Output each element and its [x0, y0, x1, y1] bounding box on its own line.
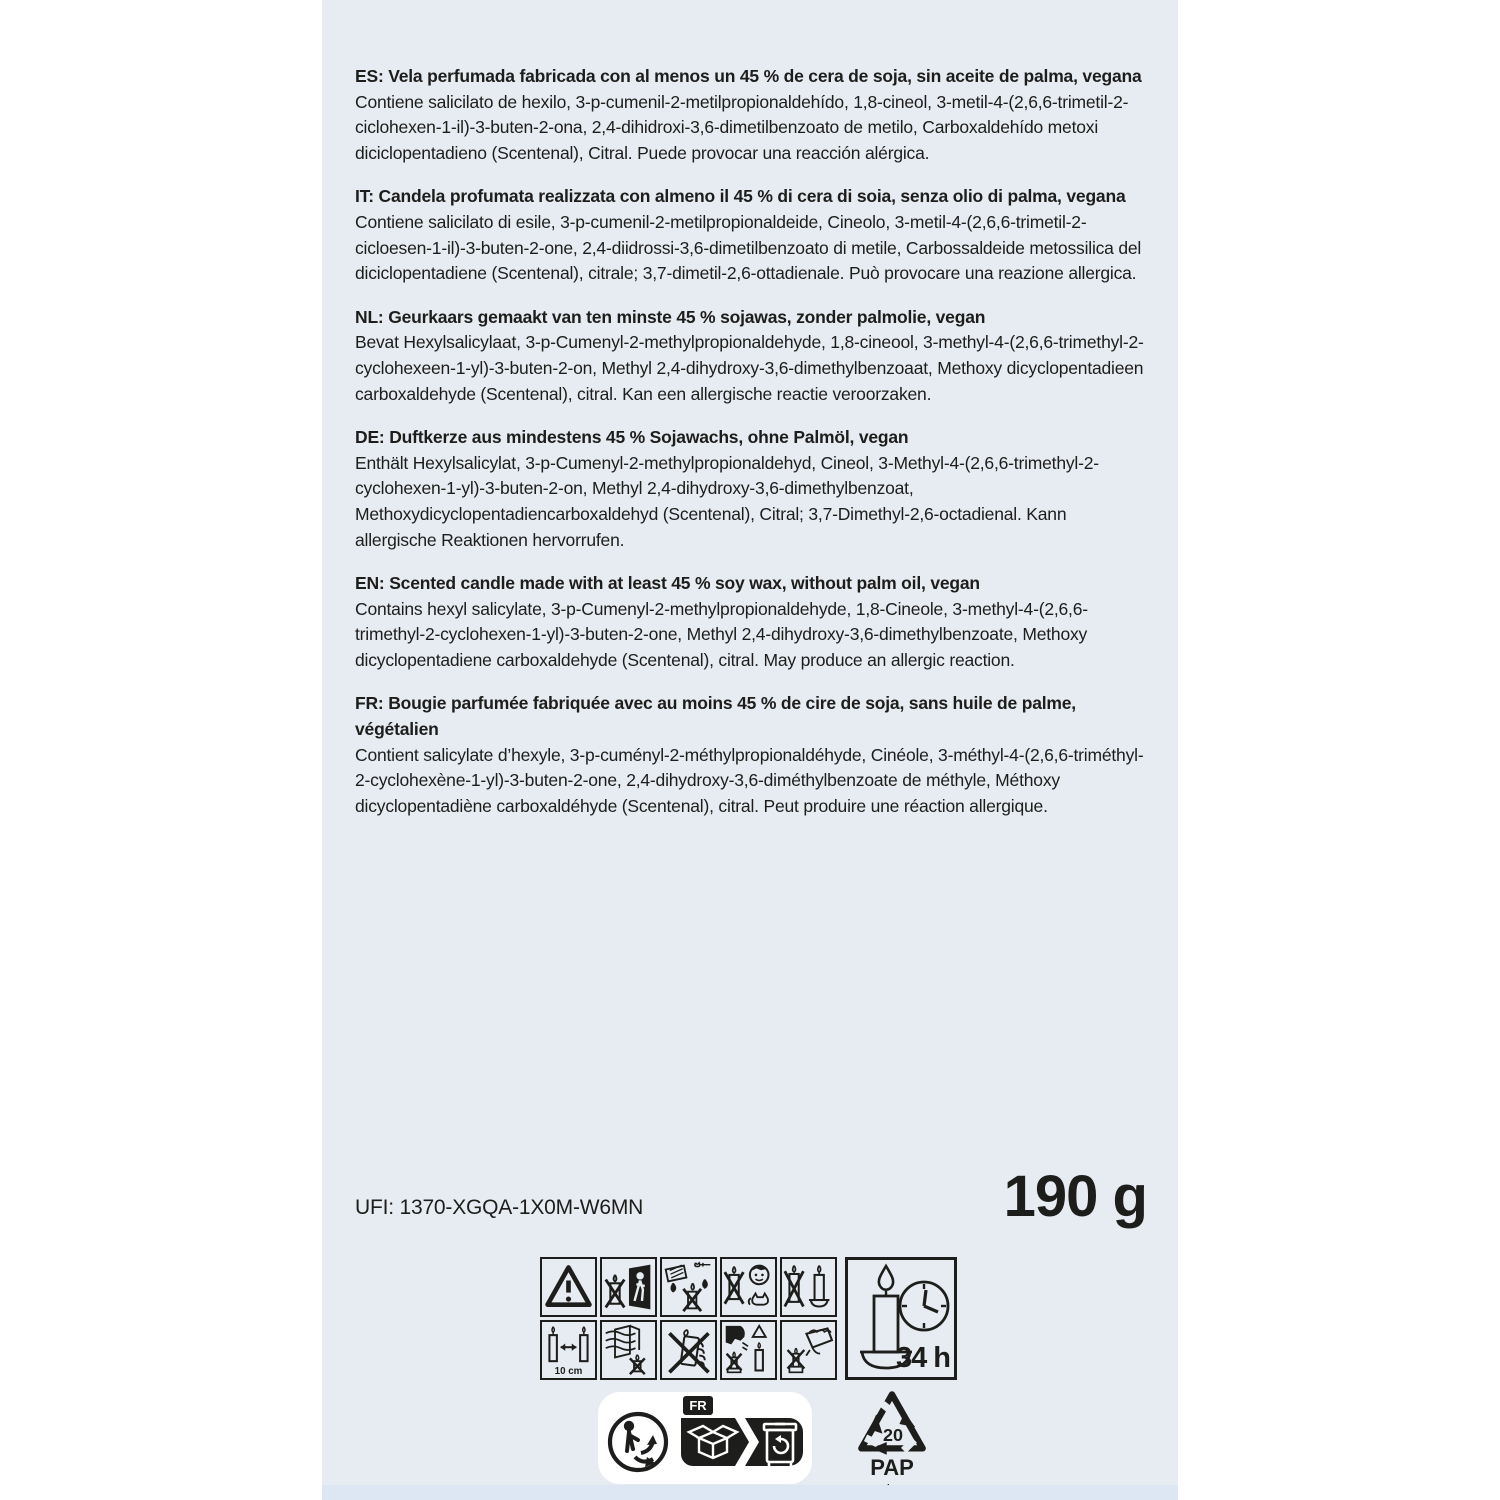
section-fr-body: Contient salicylate d’hexyle, 3-p-cuményl-2-méthylpropionaldéhyde, Cinéole, 3-méthyl-4-(2,6,6-triméthyl-2-cyclohexène-1-yl)-3-buten-2-one, 2,4-dihydroxy-3,6-diméthylbenzoate de méthyle, Méthoxy dicyclopentadiène carboxaldéhyde (Scentenal), citral. Peut produire une réaction allergique. — [355, 744, 1144, 816]
section-en — [355, 571, 1147, 673]
fr-sorting-info-panel — [598, 1392, 812, 1484]
section-de-body: Enthält Hexylsalicylat, 3-p-Cumenyl-2-methylpropionaldehyd, Cineol, 3-Methyl-4-(2,6,6-trimethyl-2-cyclohexen-1-yl)-3-buten-2-on, Methyl 2,4-dihydroxy-3,6-dimethylbenzoat, Methoxydicyclopentadiencarboxaldehyd (Scentenal), Citral; 3,7-Dimethyl-2,6-octadienal. Kann allergische Reaktionen hervorrufen. — [355, 452, 1099, 550]
section-nl-body: Bevat Hexylsalicylaat, 3-p-Cumenyl-2-methylpropionaldehyde, 1,8-cineool, 3-methyl-4-(2,6,6-trimethyl-2-cyclohexeen-1-yl)-3-buten-2-on, Methyl 2,4-dihydroxy-3,6-dimethylbenzoaat, Methoxy dicyclopentadieen carboxaldehyde (Scentenal), citral. Kan een allergische reactie veroorzaken. — [355, 332, 1144, 404]
keep-away-from-drafts-icon — [600, 1320, 657, 1380]
label-bottom-band — [322, 1485, 1178, 1500]
never-move-burning-candle-icon — [660, 1320, 717, 1380]
section-it-body: Contiene salicilato di esile, 3-p-cumenil-2-metilpropionaldeide, Cineolo, 3-metil-4-(2,6,6-trimetil-2-cicloesen-1-il)-3-buten-2-one, 2,4-diidrossi-3,6-dimetilbenzoato di metile, Carbossaldeide metossilica del diciclopentadiene (Scentenal), citrale; 3,7-dimetil-2,6-ottadienale. Può provocare una reazione allergica. — [355, 211, 1142, 284]
burn-time-candle-clock-icon — [845, 1257, 957, 1380]
recycling-row — [598, 1392, 812, 1484]
ingredient-text-block — [355, 64, 1147, 837]
section-nl — [355, 305, 1147, 407]
never-leave-burning-candle-unattended-icon — [600, 1257, 657, 1317]
safety-pictogram-grid — [540, 1257, 837, 1380]
keep-candles-10cm-apart-icon — [540, 1320, 597, 1380]
pap-recycling-triangle-icon — [855, 1388, 929, 1458]
meta-row — [355, 1164, 1147, 1229]
burn-time-value: 34 h — [895, 1342, 950, 1374]
section-en-heading: EN: Scented candle made with at least 45 % soy wax, without palm oil, vegan — [355, 573, 980, 594]
net-weight: 190 g — [1003, 1164, 1147, 1229]
section-nl-heading: NL: Geurkaars gemaakt van ten minste 45 % sojawas, zonder palmolie, vegan — [355, 306, 986, 327]
keep-away-from-flammable-objects-icon — [660, 1257, 717, 1317]
general-warning-icon — [540, 1257, 597, 1317]
ufi-code: UFI: 1370-XGQA-1X0M-W6MN — [355, 1196, 644, 1219]
do-not-extinguish-with-water-icon — [780, 1320, 837, 1380]
always-use-suitable-holder-icon — [780, 1257, 837, 1317]
section-es-heading: ES: Vela perfumada fabricada con al menos un 45 % de cera de soja, sin aceite de palma, vegana — [355, 66, 1142, 86]
pap-label: PAP — [870, 1455, 914, 1480]
section-en-body: Contains hexyl salicylate, 3-p-Cumenyl-2-methylpropionaldehyde, 1,8-Cineole, 3-methyl-4-(2,6,6-trimethyl-2-cyclohexen-1-yl)-3-buten-2-one, Methyl 2,4-dihydroxy-3,6-dimethylbenzoate, Methoxy dicyclopentadiene carboxaldehyde (Scentenal), citral. May produce an allergic reaction. — [355, 598, 1088, 670]
section-it-heading: IT: Candela profumata realizzata con almeno il 45 % di cera di soia, senza olio di palma, vegana — [355, 186, 1126, 207]
safety-pictograms — [540, 1257, 957, 1380]
packaging-sorting-label — [679, 1396, 805, 1480]
section-fr-heading: FR: Bougie parfumée fabriquée avec au moins 45 % de cire de soja, sans huile de palme, végétalien — [355, 693, 1076, 740]
section-fr — [355, 691, 1147, 819]
section-it — [355, 184, 1147, 286]
section-de-heading: DE: Duftkerze aus mindestens 45 % Sojawachs, ohne Palmöl, vegan — [355, 427, 909, 448]
section-es-body: Contiene salicilato de hexilo, 3-p-cumenil-2-metilpropionaldehído, 1,8-cineol, 3-metil-4-(2,6,6-trimetil-2-ciclohexen-1-il)-3-buten-2-ona, 2,4-dihidroxi-3,6-dimetilbenzoato de metilo, Carboxaldehído metoxi diciclopentadieno (Scentenal), Citral. Puede provocar una reacción alérgica. — [355, 91, 1129, 163]
keep-away-from-children-and-pets-icon — [720, 1257, 777, 1317]
triman-icon — [605, 1409, 671, 1475]
fr-country-tag: FR — [683, 1396, 713, 1415]
section-es — [355, 64, 1147, 166]
pap-code: 20 — [883, 1424, 904, 1445]
section-de — [355, 425, 1147, 553]
candle-back-label — [322, 0, 1178, 1500]
pap-recycling-block — [840, 1388, 944, 1499]
distance-label: 10 cm — [554, 1366, 583, 1378]
do-not-blow-use-snuffer-icon — [720, 1320, 777, 1380]
